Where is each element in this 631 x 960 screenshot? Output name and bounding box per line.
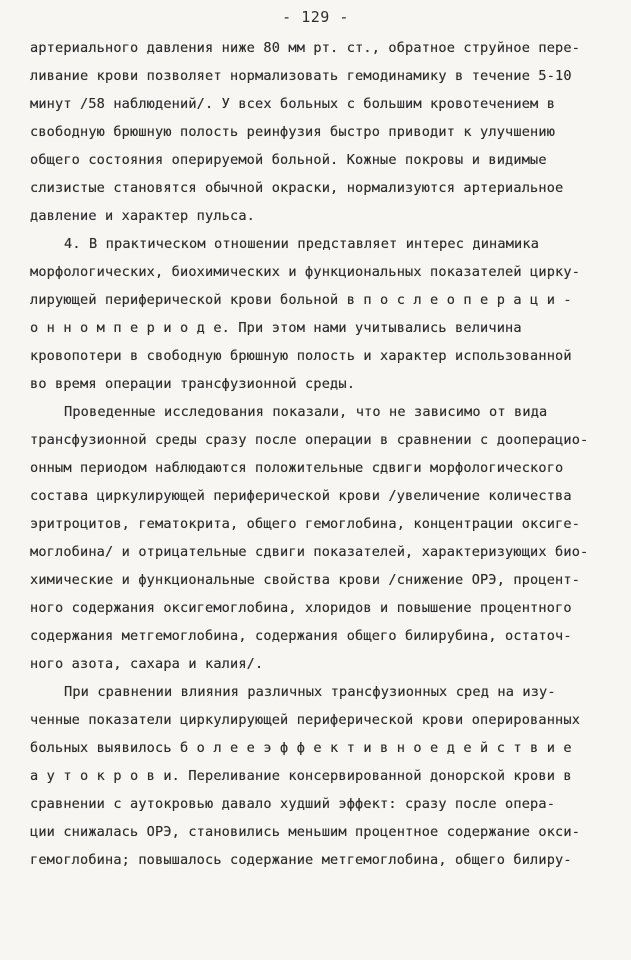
text-line: кровопотери в свободную брюшную полость и характер использованной [30,348,572,364]
text-line: свободную брюшную полость реинфузия быстро приводит к улучшению [30,124,556,140]
text-line: ного азота, сахара и калия/. [30,656,264,672]
text-line: больных выявилось б о л е е э ф ф е к т и в н о е д е й с т в и е [30,740,572,756]
text-line: лирующей периферической крови больной в п о с л е о п е р а ц и - [30,292,572,308]
text-line: минут /58 наблюдений/. У всех больных с большим кровотечением в [30,96,556,112]
text-line: ливание крови позволяет нормализовать гемодинамику в течение 5-10 [30,68,572,84]
text-line: во время операции трансфузионной среды. [30,376,356,392]
text-line: морфологических, биохимических и функциональных показателей цирку- [30,264,581,280]
text-line: трансфузионной среды сразу после операции в сравнении с дооперацио- [30,432,589,448]
text-line: а у т о к р о в и. Переливание консервированной донорской крови в [30,768,572,784]
text-line: о н н о м п е р и о д е. При этом нами учитывались величина [30,320,522,336]
text-line: химические и функциональные свойства крови /снижение ОРЭ, процент- [30,572,581,588]
text-line: общего состояния оперируемой больной. Кожные покровы и видимые [30,152,547,168]
text-line: При сравнении влияния различных трансфузионных сред на изу- [64,684,556,700]
text-line: сравнении с аутокровью давало худший эффект: сразу после опера- [30,796,556,812]
text-line: 4. В практическом отношении представляет интерес динамика [64,236,540,252]
text-line: ченные показатели циркулирующей периферической крови оперированных [30,712,581,728]
text-line: Проведенные исследования показали, что не зависимо от вида [64,404,548,420]
text-line: артериального давления ниже 80 мм рт. ст., обратное струйное пере- [30,40,581,56]
text-line: давление и характер пульса. [30,208,256,224]
text-line: гемоглобина; повышалось содержание метгемоглобина, общего билиру- [30,852,572,868]
text-line: содержания метгемоглобина, содержания общего билирубина, остаточ- [30,628,572,644]
page-number: - 129 - [282,8,349,26]
text-line: моглобина/ и отрицательные сдвиги показателей, характеризующих био- [30,544,589,560]
text-line: онным периодом наблюдаются положительные сдвиги морфологического [30,460,564,476]
text-line: ции снижалась ОРЭ, становились меньшим процентное содержание окси- [30,824,581,840]
text-line: состава циркулирующей периферической крови /увеличение количества [30,488,572,504]
text-line: эритроцитов, гематокрита, общего гемоглобина, концентрации оксиге- [30,516,581,532]
text-line: слизистые становятся обычной окраски, нормализуются артериальное [30,180,564,196]
text-line: ного содержания оксигемоглобина, хлоридов и повышение процентного [30,600,572,616]
